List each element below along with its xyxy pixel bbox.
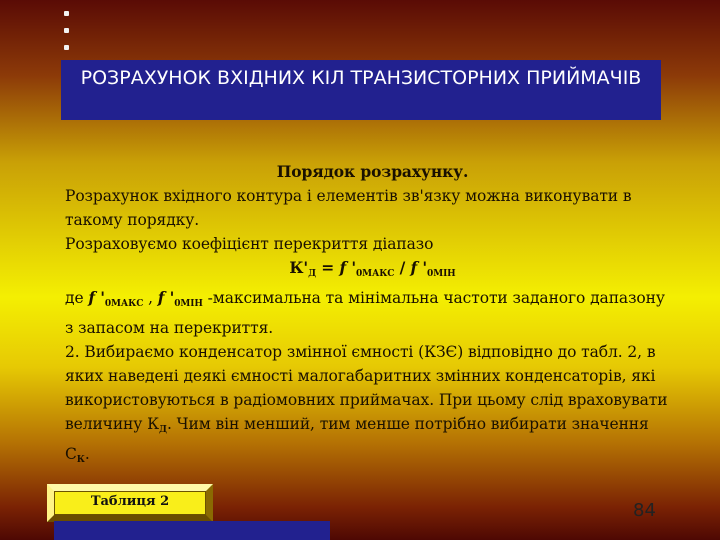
def-f-min: f ' — [157, 288, 175, 307]
dot — [64, 11, 69, 16]
paragraph-coefficient: Розраховуємо коефіцієнт перекриття діапазо — [65, 235, 434, 253]
paragraph-definition — [65, 286, 670, 340]
capacitor-end: . — [84, 445, 90, 463]
section-heading: Порядок розрахунку. — [276, 162, 469, 181]
formula-k: К' — [289, 258, 309, 277]
formula-f-min-sub: 0МІН — [427, 269, 456, 279]
formula-f-max: f ' — [339, 258, 356, 277]
dot — [64, 45, 69, 50]
def-comma: , — [143, 289, 158, 307]
def-f-max-sub: 0МАКС — [104, 299, 144, 309]
capacitor-text: 2. Вибираємо конденсатор змінної ємності (КЗЄ) відповідно до табл. 2, в яких наведені деякі ємності малогабаритних змінних конденсаторів, які використовуються в радіомовних приймачах. При цьому слід враховувати величину К — [65, 343, 668, 433]
capacitor-k-sub: Д — [159, 425, 167, 435]
formula-eq: = — [315, 258, 340, 277]
formula-k-sub: Д — [308, 269, 316, 279]
def-lead: де — [65, 289, 89, 307]
capacitor-c-sub: К — [76, 455, 85, 465]
formula — [75, 256, 670, 286]
paragraph-capacitor — [65, 340, 670, 472]
table-2-button-label: Таблиця 2 — [54, 491, 206, 515]
dot — [64, 28, 69, 33]
def-f-min-sub: 0МІН — [174, 299, 203, 309]
slide-title — [61, 60, 661, 120]
footer-bar — [54, 521, 330, 540]
formula-f-max-sub: 0МАКС — [355, 269, 395, 279]
def-tail: -максимальна та мінімальна частоти заданого дапазону з запасом на перекриття. — [65, 289, 665, 337]
formula-slash: / — [394, 258, 411, 277]
capacitor-mid: . Чим він менший, тим менше потрібно вибирати значення С — [65, 415, 649, 463]
slide-title-text: РОЗРАХУНОК ВХІДНИХ КІЛ ТРАНЗИСТОРНИХ ПРИЙМАЧІВ — [80, 67, 642, 89]
table-2-button[interactable] — [47, 484, 213, 522]
def-f-max: f ' — [88, 288, 105, 307]
formula-f-min: f ' — [410, 258, 428, 277]
paragraph-intro: Розрахунок вхідного контура і елементів зв'язку можна виконувати в такому порядку. — [65, 187, 632, 229]
page-number: 84 — [633, 500, 656, 521]
slide-body — [65, 160, 670, 472]
